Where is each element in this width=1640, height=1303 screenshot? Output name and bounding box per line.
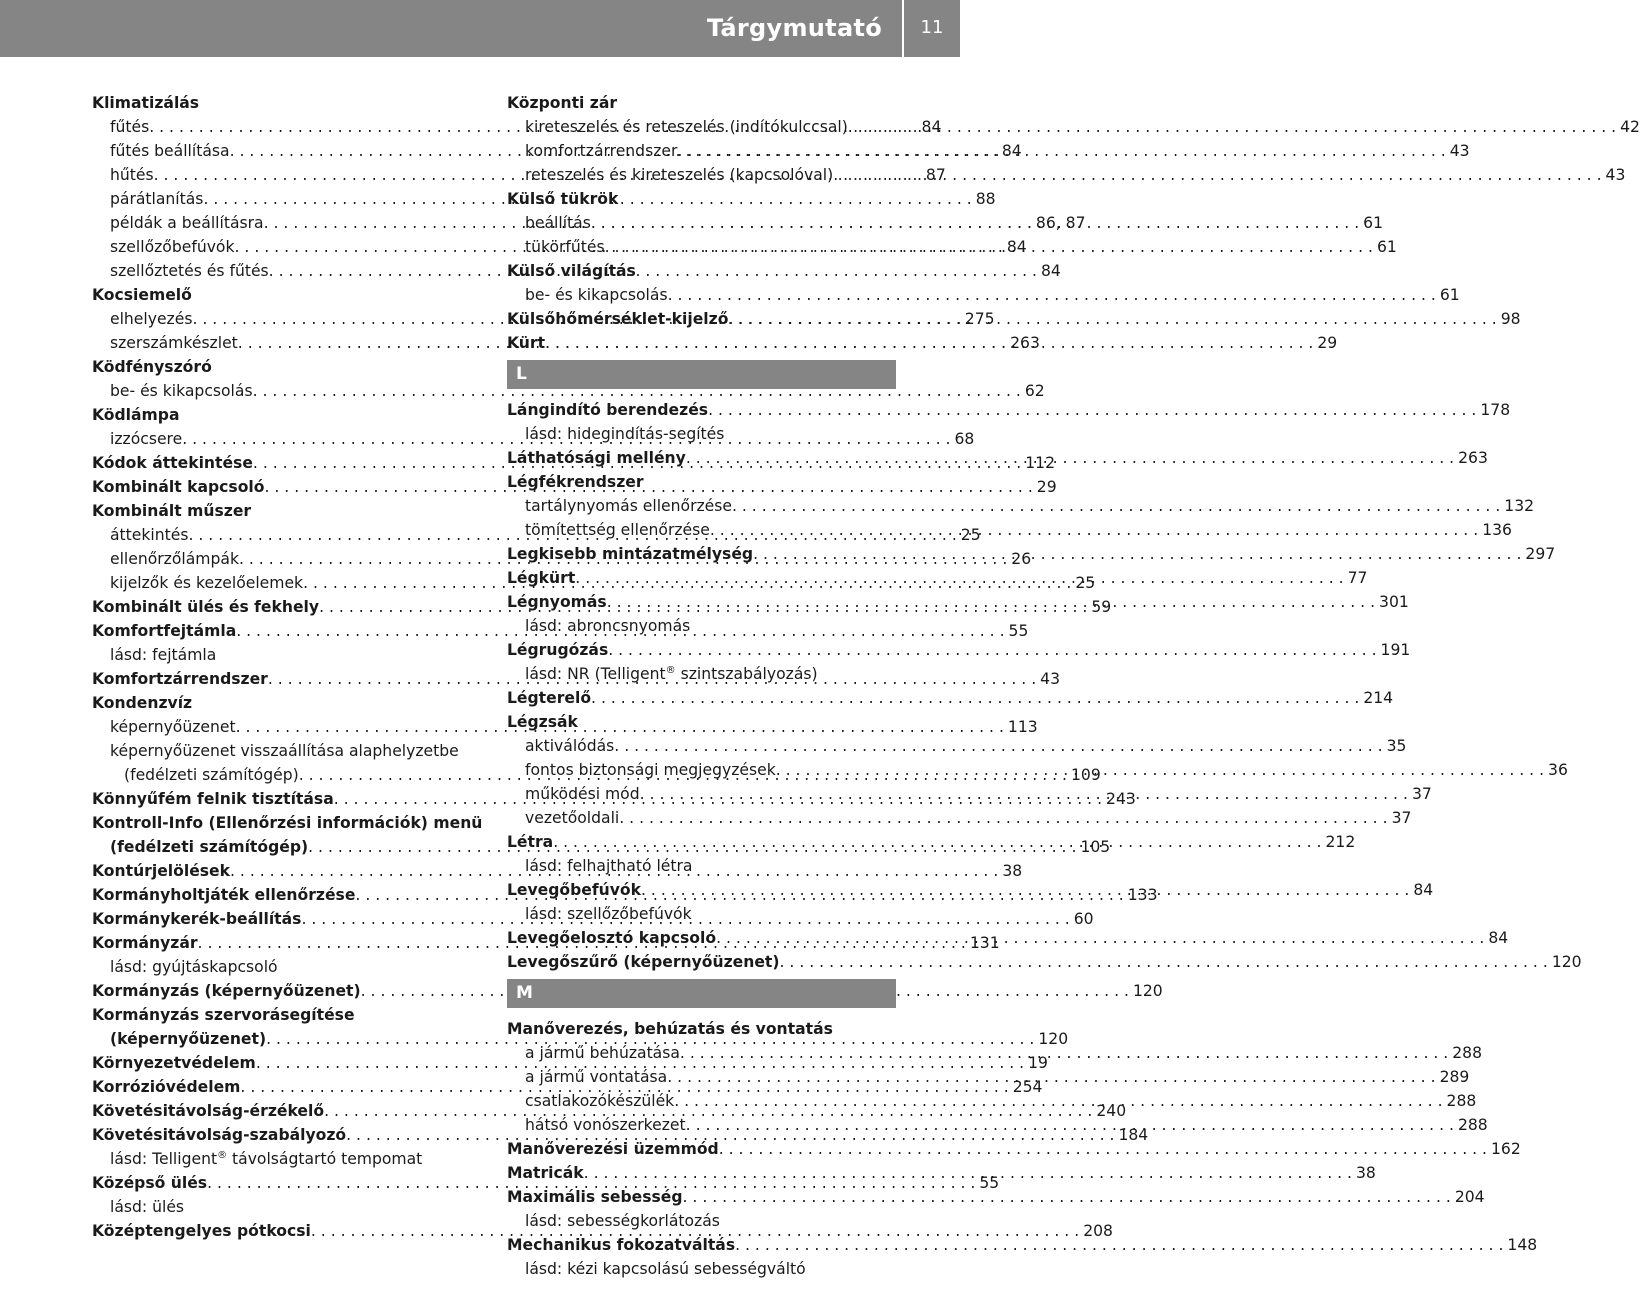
page-reference: 184 <box>1118 1126 1149 1144</box>
index-entry <box>92 283 480 307</box>
page-reference: 55 <box>1008 622 1029 640</box>
page-reference: 61 <box>1376 238 1397 256</box>
dot-leader <box>667 1065 1439 1089</box>
letter-heading: M <box>507 979 896 1008</box>
entry-text: Mechanikus fokozatváltás <box>507 1236 736 1254</box>
entry-text: szellőztetés és fűtés <box>110 262 269 280</box>
index-entry[interactable] <box>507 1185 1485 1209</box>
page-reference: 288 <box>1457 1116 1488 1134</box>
page-reference: 275 <box>964 310 995 328</box>
entry-text: képernyőüzenet visszaállítása alaphelyzetbe <box>110 742 459 760</box>
entry-text: működési mód <box>525 785 640 803</box>
dot-leader <box>776 758 1548 782</box>
entry-text: Manőverezés, behúzatás és vontatás <box>507 1020 833 1038</box>
index-subentry[interactable] <box>507 494 1535 518</box>
entry-text: Korrózióvédelem <box>92 1078 241 1096</box>
page-reference: 254 <box>1012 1078 1043 1096</box>
dot-leader <box>545 331 1317 355</box>
entry-text: fűtés <box>110 118 150 136</box>
page-reference: 263 <box>1458 449 1488 467</box>
entry-text: be- és kikapcsolás <box>110 382 253 400</box>
index-subentry <box>507 902 896 926</box>
page-reference: 60 <box>1073 910 1094 928</box>
entry-text: Külső tükrök <box>507 190 619 208</box>
page-reference: 84 <box>1001 142 1022 160</box>
page-reference: 37 <box>1411 785 1432 803</box>
entry-text: Légterelő <box>507 689 592 707</box>
index-entry <box>92 811 483 835</box>
entry-text: Kormányzás szervorásegítése <box>92 1006 355 1024</box>
index-subentry <box>92 739 480 763</box>
entry-text: Kontroll-Info (Ellenőrzési információk) menü <box>92 814 483 832</box>
index-entry <box>92 499 480 523</box>
dot-leader <box>640 782 1412 806</box>
entry-text: lásd: NR (Telligent® szintszabályozás) <box>525 664 818 683</box>
entry-text: Kormányholtjáték ellenőrzése <box>92 886 356 904</box>
page-reference: 43 <box>1040 670 1061 688</box>
page-reference: 148 <box>1507 1236 1538 1254</box>
entry-text: Könnyűfém felnik tisztítása <box>92 790 334 808</box>
entry-text: Középső ülés <box>92 1174 208 1192</box>
dot-leader <box>683 1185 1455 1209</box>
entry-text: kijelzők és kezelőelemek <box>110 574 304 592</box>
entry-text: (képernyőüzenet) <box>110 1030 267 1048</box>
page-reference: 113 <box>1007 718 1038 736</box>
dot-leader <box>686 446 1458 470</box>
entry-text: be- és kikapcsolás <box>525 286 668 304</box>
page-reference: 84 <box>1488 929 1509 947</box>
entry-text: komfortzárrendszer <box>525 142 678 160</box>
index-subentry <box>507 614 896 638</box>
dot-leader <box>591 686 1363 710</box>
page-header <box>0 0 960 57</box>
page-reference: 55 <box>979 1174 1000 1192</box>
entry-text: fontos biztonsági megjegyzések <box>525 761 776 779</box>
entry-text: lásd: kézi kapcsolású sebességváltó <box>525 1260 806 1278</box>
page-reference: 289 <box>1439 1068 1470 1086</box>
dot-leader <box>728 307 1500 331</box>
index-entry[interactable] <box>507 1137 1521 1161</box>
entry-text: Központi zár <box>507 94 618 112</box>
index-entry <box>507 470 896 494</box>
dot-leader <box>553 830 1325 854</box>
entry-text: Külső világítás <box>507 262 636 280</box>
index-subentry <box>507 1209 896 1233</box>
entry-text: Levegőbefúvók <box>507 881 642 899</box>
page-reference: 36 <box>1548 761 1568 779</box>
page-reference: 301 <box>1379 593 1409 611</box>
index-subentry[interactable] <box>507 734 1407 758</box>
registered-mark: ® <box>665 664 676 676</box>
index-entry[interactable] <box>507 686 1394 710</box>
entry-text: tükörfűtés <box>525 238 605 256</box>
entry-text: Követésitávolság-érzékelő <box>92 1102 325 1120</box>
letter-heading: L <box>507 360 896 389</box>
entry-text: lásd: abroncsnyomás <box>525 617 691 635</box>
dot-leader <box>668 283 1440 307</box>
entry-text: Ködfényszóró <box>92 358 212 376</box>
entry-text: Komfortfejtámla <box>92 622 237 640</box>
entry-text: lásd: hidegindítás-segítés <box>525 425 725 443</box>
index-subentry[interactable] <box>507 283 1460 307</box>
entry-text: vezetőoldali <box>525 809 620 827</box>
index-subentry <box>507 662 896 686</box>
entry-text: Kontúrjelölések <box>92 862 230 880</box>
index-subentry <box>92 955 480 979</box>
entry-text: a jármű vontatása <box>525 1068 668 1086</box>
dot-leader <box>674 1089 1446 1113</box>
page-reference: 61 <box>1363 214 1383 232</box>
page-reference: 212 <box>1325 833 1356 851</box>
page-reference: 136 <box>1482 521 1512 539</box>
entry-text: (fedélzeti számítógép) <box>110 838 309 856</box>
index-subentry[interactable] <box>92 379 1045 403</box>
index-subentry <box>507 1257 896 1281</box>
page-reference: 178 <box>1480 401 1511 419</box>
entry-text: Maximális sebesség <box>507 1188 683 1206</box>
index-subentry <box>92 1147 480 1171</box>
entry-text: Kombinált kapcsoló <box>92 478 265 496</box>
entry-text: Légkürt <box>507 569 576 587</box>
page-reference: 35 <box>1386 737 1407 755</box>
entry-text: izzócsere <box>110 430 183 448</box>
page-reference: 37 <box>1391 809 1412 827</box>
dot-leader <box>686 1113 1458 1137</box>
entry-text: Kódok áttekintése <box>92 454 253 472</box>
entry-text: aktiválódás <box>525 737 615 755</box>
entry-text: Klimatizálás <box>92 94 200 112</box>
dot-leader <box>575 566 1347 590</box>
dot-leader <box>607 590 1379 614</box>
entry-text: Láthatósági mellény <box>507 449 686 467</box>
index-entry[interactable] <box>507 398 1511 422</box>
entry-text: Lángindító berendezés <box>507 401 709 419</box>
dot-leader <box>641 878 1413 902</box>
page-reference: 120 <box>1038 1030 1069 1048</box>
entry-text: Levegőszűrő (képernyőüzenet) <box>507 953 780 971</box>
page-reference: 204 <box>1454 1188 1485 1206</box>
index-entry <box>507 187 896 211</box>
index-entry <box>92 403 480 427</box>
entry-text: Légzsák <box>507 713 578 731</box>
entry-text: Létra <box>507 833 554 851</box>
entry-text: Kormánykerék-beállítás <box>92 910 302 928</box>
index-subentry <box>92 1195 480 1219</box>
dot-leader <box>753 542 1525 566</box>
entry-text: Légnyomás <box>507 593 607 611</box>
index-entry <box>92 691 480 715</box>
page-reference: 62 <box>1024 382 1045 400</box>
entry-text: lásd: sebességkorlátozás <box>525 1212 720 1230</box>
entry-text: kireteszelés és reteszelés (indítókulccsal) <box>525 118 848 136</box>
page-reference: 288 <box>1452 1044 1482 1062</box>
entry-text: csatlakozókészülék <box>525 1092 675 1110</box>
index-entry <box>507 259 896 283</box>
index-subentry[interactable] <box>92 211 1086 235</box>
page-reference: 84 <box>1413 881 1434 899</box>
registered-mark: ® <box>217 1149 228 1161</box>
page-reference: 214 <box>1363 689 1394 707</box>
index-subentry <box>92 643 480 667</box>
dot-leader <box>614 734 1386 758</box>
entry-text: hátsó vonószerkezet <box>525 1116 686 1134</box>
entry-text: Környezetvédelem <box>92 1054 256 1072</box>
page-reference: 84 <box>921 118 942 136</box>
index-subentry[interactable] <box>507 806 1412 830</box>
index-subentry <box>507 422 896 446</box>
page-reference: 132 <box>1504 497 1535 515</box>
page-reference: 131 <box>969 934 1000 952</box>
entry-text: Légrugózás <box>507 641 609 659</box>
page-reference: 25 <box>960 526 981 544</box>
entry-text: reteszelés és kireteszelés (kapcsolóval) <box>525 166 834 184</box>
page-reference: 191 <box>1380 641 1411 659</box>
entry-text: párátlanítás <box>110 190 204 208</box>
entry-text: beállítás <box>525 214 591 232</box>
entry-text: hűtés <box>110 166 154 184</box>
entry-text: tartálynyomás ellenőrzése <box>525 497 732 515</box>
entry-text: Manőverezési üzemmód <box>507 1140 719 1158</box>
dot-leader <box>735 1233 1507 1257</box>
dot-leader <box>708 398 1480 422</box>
page-reference: 77 <box>1347 569 1368 587</box>
entry-text: elhelyezés <box>110 310 193 328</box>
entry-text: lásd: szellőzőbefúvók <box>525 905 692 923</box>
page-reference: 42 <box>1620 118 1640 136</box>
entry-text: Legkisebb mintázatmélység <box>507 545 754 563</box>
dot-leader <box>780 950 1552 974</box>
index-entry[interactable] <box>507 950 1582 974</box>
entry-text: Komfortzárrendszer <box>92 670 268 688</box>
entry-text: képernyőüzenet <box>110 718 236 736</box>
page-reference: 84 <box>1040 262 1061 280</box>
page-reference: 120 <box>1132 982 1163 1000</box>
section-title: Tárgymutató <box>706 14 882 42</box>
entry-text: Kocsiemelő <box>92 286 192 304</box>
page-reference: 243 <box>1106 790 1136 808</box>
entry-text: Matricák <box>507 1164 584 1182</box>
entry-text: Levegőelosztó kapcsoló <box>507 929 717 947</box>
index-entry[interactable] <box>507 1233 1538 1257</box>
dot-leader <box>732 494 1504 518</box>
entry-text: szellőzőbefúvók <box>110 238 235 256</box>
page-reference: 240 <box>1096 1102 1127 1120</box>
entry-text: Ködlámpa <box>92 406 180 424</box>
entry-text: szerszámkészlet <box>110 334 238 352</box>
entry-text: a jármű behúzatása <box>525 1044 680 1062</box>
entry-text: lásd: felhajtható létra <box>525 857 693 875</box>
entry-text: Külsőhőmérséklet-kijelző <box>507 310 729 328</box>
page-reference: 109 <box>1071 766 1101 784</box>
page-reference: 19 <box>1028 1054 1048 1072</box>
dot-leader <box>680 1041 1452 1065</box>
page-reference: 86, 87 <box>1035 214 1086 232</box>
page-reference: 263 <box>1010 334 1040 352</box>
page-reference: 38 <box>1002 862 1023 880</box>
dot-leader <box>605 235 1377 259</box>
entry-text: ellenőrzőlámpák <box>110 550 239 568</box>
page-number: 11 <box>920 17 944 38</box>
dot-leader <box>584 1161 1356 1185</box>
page-reference: 29 <box>1036 478 1057 496</box>
index-entry[interactable] <box>507 638 1411 662</box>
entry-text: Középtengelyes pótkocsi <box>92 1222 311 1240</box>
page-reference: 297 <box>1525 545 1556 563</box>
entry-text: Kombinált ülés és fekhely <box>92 598 320 616</box>
entry-text: lásd: ülés <box>110 1198 185 1216</box>
entry-text: Kondenzvíz <box>92 694 193 712</box>
index-entry <box>92 1003 480 1027</box>
page-reference: 43 <box>1605 166 1626 184</box>
page-reference: 105 <box>1080 838 1111 856</box>
dot-leader <box>608 638 1380 662</box>
entry-text: Kormányzás (képernyőüzenet) <box>92 982 361 1000</box>
index-entry <box>507 91 896 115</box>
page-reference: 26 <box>1011 550 1032 568</box>
entry-text: lásd: Telligent® távolságtartó tempomat <box>110 1149 423 1168</box>
page-reference: 208 <box>1083 1222 1113 1240</box>
entry-text: lásd: fejtámla <box>110 646 217 664</box>
dot-leader <box>848 115 1620 139</box>
page-reference: 112 <box>1025 454 1055 472</box>
entry-text: Kormányzár <box>92 934 198 952</box>
index-entry <box>92 91 480 115</box>
entry-text: Kombinált műszer <box>92 502 252 520</box>
page-reference: 61 <box>1439 286 1460 304</box>
dot-leader <box>716 926 1488 950</box>
page-reference: 29 <box>1317 334 1338 352</box>
page-reference: 288 <box>1446 1092 1477 1110</box>
entry-text: fűtés beállítása <box>110 142 230 160</box>
page-reference: 120 <box>1551 953 1582 971</box>
page-reference: 38 <box>1355 1164 1376 1182</box>
entry-text: Kürt <box>507 334 546 352</box>
page-reference: 88 <box>975 190 996 208</box>
entry-text: Követésitávolság-szabályozó <box>92 1126 347 1144</box>
dot-leader <box>719 1137 1491 1161</box>
page-reference: 162 <box>1491 1140 1521 1158</box>
index-subentry <box>507 854 896 878</box>
page-reference: 84 <box>1006 238 1027 256</box>
dot-leader <box>710 518 1482 542</box>
index-entry <box>92 355 480 379</box>
entry-text: példák a beállításra <box>110 214 264 232</box>
entry-text: áttekintés <box>110 526 189 544</box>
page-reference: 43 <box>1449 142 1470 160</box>
entry-text: Légfékrendszer <box>507 473 644 491</box>
entry-text: (fedélzeti számítógép) <box>124 766 299 784</box>
page-reference: 98 <box>1500 310 1521 328</box>
index-entry <box>507 1017 896 1041</box>
page-reference: 59 <box>1091 598 1112 616</box>
dot-leader <box>833 163 1605 187</box>
entry-text: lásd: gyújtáskapcsoló <box>110 958 278 976</box>
page-reference: 68 <box>954 430 975 448</box>
page-reference: 133 <box>1127 886 1158 904</box>
dot-leader <box>591 211 1363 235</box>
dot-leader <box>619 806 1391 830</box>
index-entry[interactable] <box>92 979 1163 1003</box>
entry-text: tömítettség ellenőrzése <box>525 521 710 539</box>
index-entry <box>507 710 896 734</box>
dot-leader <box>677 139 1449 163</box>
page-reference: 87 <box>925 166 946 184</box>
page-reference: 25 <box>1075 574 1096 592</box>
